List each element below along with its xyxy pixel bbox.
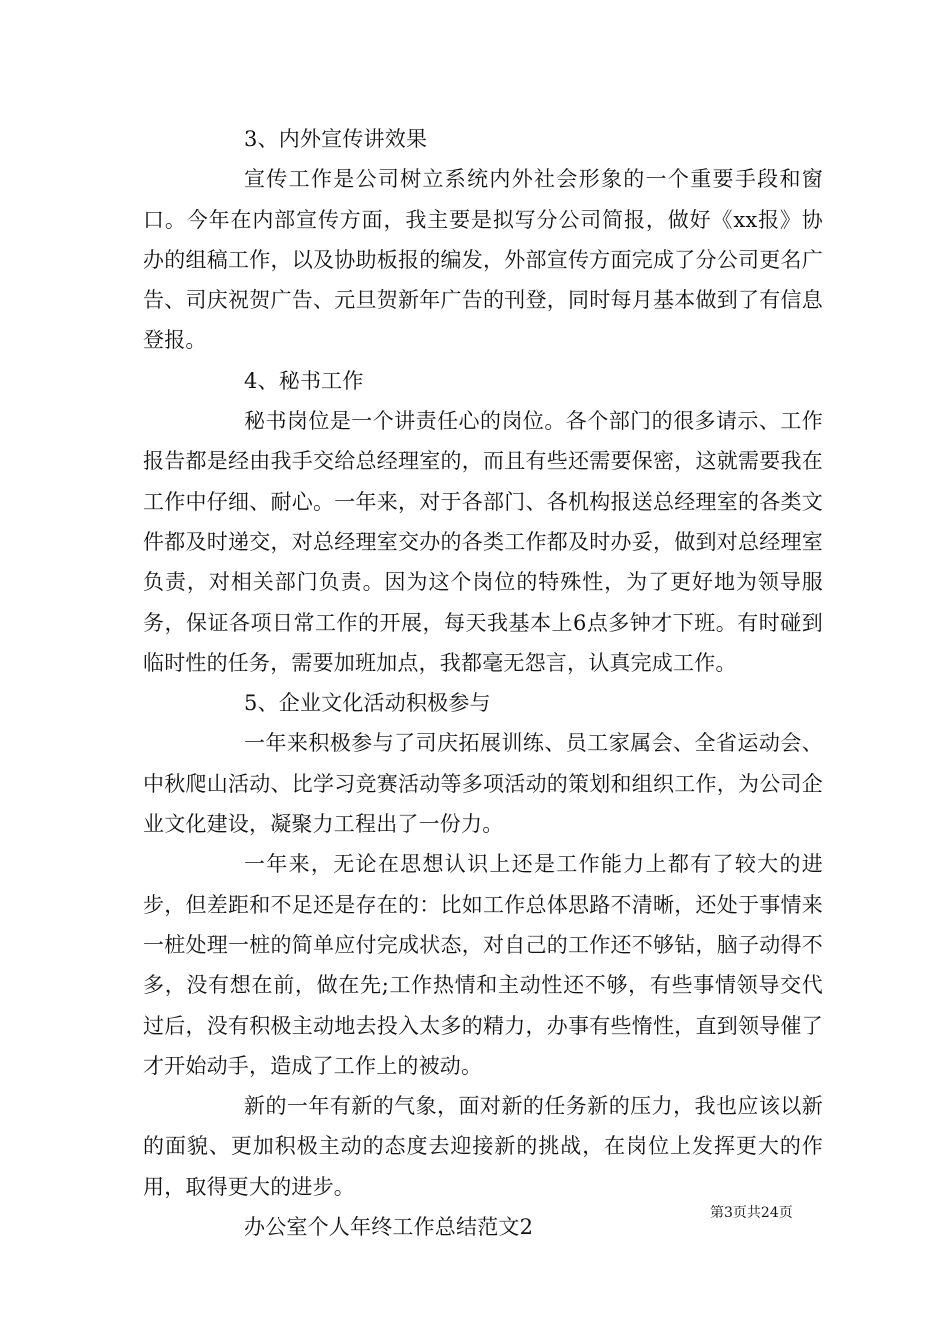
paragraph-shortcomings: 一年来，无论在思想认识上还是工作能力上都有了较大的进步，但差距和不足还是存在的：比如工作总体思路不清晰，还处于事情来一桩处理一桩的简单应付完成状态，对自己的工作还不够钻，脑子动得不多，没有想在前，做在先;工作热情和主动性还不够，有些事情领导交代过后，没有积极主动地去投入太多的精力，办事有些惰性，直到领导催了才开始动手，造成了工作上的被动。: [143, 852, 823, 1078]
document-body: [143, 119, 823, 1247]
page-number-footer: 第3页共24页: [710, 1205, 793, 1221]
paragraph-outlook: 新的一年有新的气象，面对新的任务新的压力，我也应该以新的面貌、更加积极主动的态度去迎接新的挑战，在岗位上发挥更大的作用，取得更大的进步。: [143, 1094, 823, 1199]
section-heading-secretary: 4、秘书工作: [244, 368, 364, 393]
section-heading-publicity: 3、内外宣传讲效果: [244, 127, 428, 151]
section-heading-sample-2: 办公室个人年终工作总结范文2: [244, 1215, 534, 1240]
section-heading-culture: 5、企业文化活动积极参与: [244, 691, 491, 716]
paragraph-secretary: 秘书岗位是一个讲责任心的岗位。各个部门的很多请示、工作报告都是经由我手交给总经理室的，而且有些还需要保密，这就需要我在工作中仔细、耐心。一年来，对于各部门、各机构报送总经理室的各类文件都及时递交，对总经理室交办的各类工作都及时办妥，做到对总经理室负责，对相关部门负责。因为这个岗位的特殊性，为了更好地为领导服务，保证各项日常工作的开展，每天我基本上6点多钟才下班。有时碰到临时性的任务，需要加班加点，我都毫无怨言，认真完成工作。: [143, 409, 823, 675]
paragraph-culture: 一年来积极参与了司庆拓展训练、员工家属会、全省运动会、中秋爬山活动、比学习竞赛活动等多项活动的策划和组织工作，为公司企业文化建设，凝聚力工程出了一份力。: [143, 731, 823, 837]
paragraph-publicity: 宣传工作是公司树立系统内外社会形象的一个重要手段和窗口。今年在内部宣传方面，我主要是拟写分公司简报，做好《xx报》协办的组稿工作，以及协助板报的编发，外部宣传方面完成了分公司更名广告、司庆祝贺广告、元旦贺新年广告的刊登，同时每月基本做到了有信息登报。: [143, 167, 823, 353]
